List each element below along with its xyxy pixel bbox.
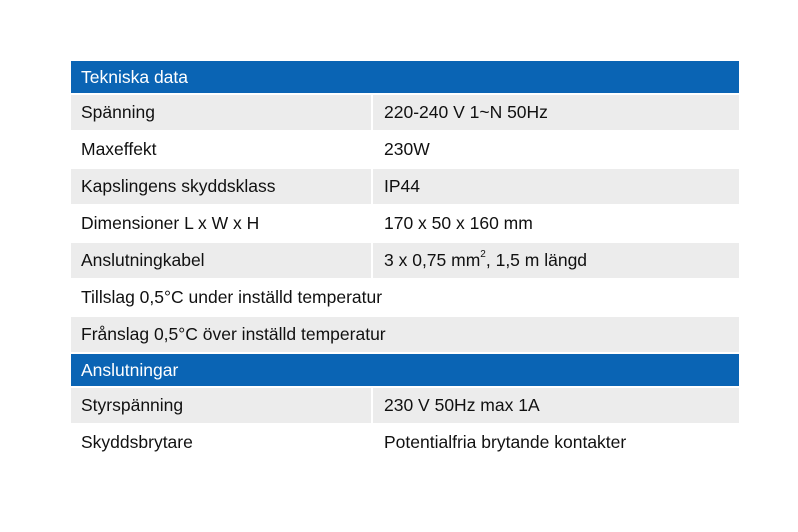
spec-label: Spänning xyxy=(81,102,155,122)
spec-value: 3 x 0,75 mm $^2$ , 1,5 m längd xyxy=(371,243,739,278)
spec-row-control-voltage xyxy=(71,388,739,425)
note-text: Tillslag 0,5°C under inställd temperatur xyxy=(81,287,383,307)
section-title: Anslutningar xyxy=(81,359,179,380)
spec-row-circuit-breaker xyxy=(71,425,739,462)
section-header-connections xyxy=(71,354,739,388)
spec-label: Kapslingens skyddsklass xyxy=(81,176,276,196)
spec-row-dimensions xyxy=(71,206,739,243)
spec-value: 230W xyxy=(371,132,739,167)
spec-row-cable xyxy=(71,243,739,280)
section-title: Tekniska data xyxy=(81,66,189,87)
note-row-switch-on xyxy=(71,280,739,317)
section-header-technical-data xyxy=(71,61,739,95)
note-text: Frånslag 0,5°C över inställd temperatur xyxy=(81,324,386,344)
note-row-switch-off xyxy=(71,317,739,354)
spec-value: 230 V 50Hz max 1A xyxy=(371,388,739,423)
spec-value: Potentialfria brytande kontakter xyxy=(371,425,739,460)
cable-value-main: 3 x 0,75 mm xyxy=(384,250,481,270)
spec-sheet xyxy=(71,61,739,462)
spec-label: Maxeffekt xyxy=(81,139,157,159)
spec-label: Styrspänning xyxy=(81,395,184,415)
spec-label: Anslutningkabel xyxy=(81,250,205,270)
spec-value: IP44 xyxy=(371,169,739,204)
spec-label: Skyddsbrytare xyxy=(81,432,193,452)
cable-value-rest: , 1,5 m längd xyxy=(485,250,588,270)
spec-row-voltage xyxy=(71,95,739,132)
spec-value: 220-240 V 1~N 50Hz xyxy=(371,95,739,130)
spec-row-protection-class xyxy=(71,169,739,206)
spec-label: Dimensioner L x W x H xyxy=(81,213,260,233)
spec-row-max-power xyxy=(71,132,739,169)
spec-value: 170 x 50 x 160 mm xyxy=(371,206,739,241)
